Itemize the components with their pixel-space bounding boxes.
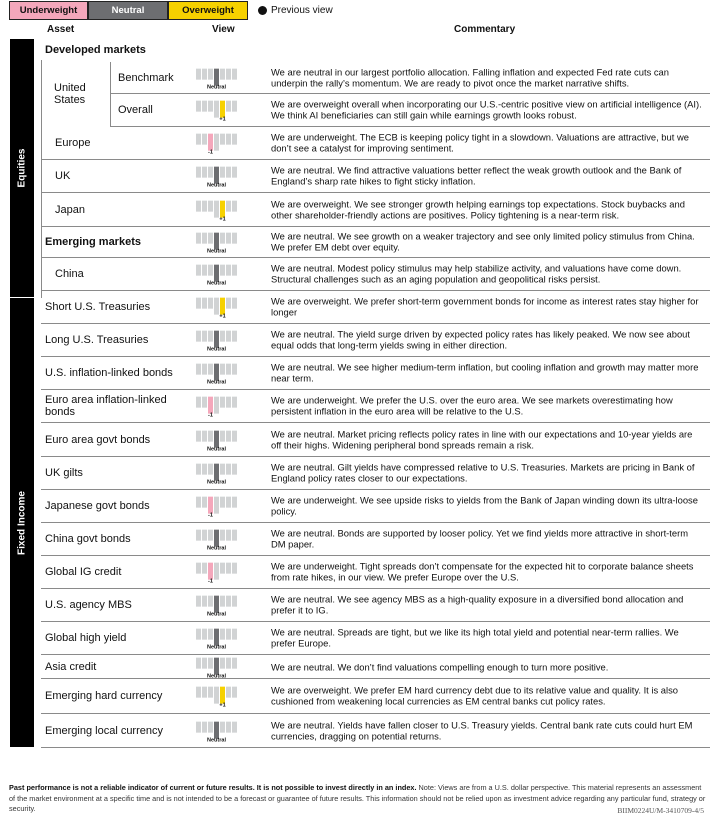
view-bar (214, 721, 219, 738)
view-bar (214, 497, 219, 514)
view-bar (208, 629, 213, 640)
us-group (41, 60, 110, 127)
view-bar (214, 657, 219, 674)
commentary-text: We are underweight. We see upside risks to yields from the Bank of Japan winding down its ultra-loose policy. (271, 494, 698, 517)
view-bar (202, 629, 207, 640)
commentary-text: We are neutral. The yield surge driven by expected policy rates has likely peaked. We now see about equal odds that long-term yields swing in either direction. (271, 328, 690, 351)
view-bar (202, 68, 207, 79)
view-bar (214, 530, 219, 547)
row-global-high-yield (41, 622, 710, 655)
view-bar (232, 200, 237, 211)
section-title: Developed markets (45, 43, 146, 56)
view-bar (220, 629, 225, 640)
view-bar (202, 233, 207, 244)
view-label: Neutral (207, 644, 226, 651)
view-bar (226, 657, 231, 668)
view-bar (220, 657, 225, 668)
view-bar (214, 265, 219, 282)
view-bar (202, 657, 207, 668)
row-short-u-s-treasuries (41, 291, 710, 324)
commentary-text: We are overweight. We see stronger growth helping earnings top expectations. Stock buybacks and other shareholder-friendly actions are positives. Policy tightening is a near-term risk. (271, 198, 685, 221)
footer-bold: Past performance is not a reliable indicator of current or future results. It is not possible to invest directly in an index. (9, 783, 417, 792)
view-bar (226, 596, 231, 607)
view-bar (196, 200, 201, 211)
asset-label: Euro area inflation-linked bonds (45, 394, 167, 418)
view-bar (214, 233, 219, 250)
legend-overweight: Overweight (168, 1, 248, 20)
row-china-govt-bonds (41, 523, 710, 556)
view-bar (220, 68, 225, 79)
view-label: Neutral (207, 182, 226, 189)
commentary-text: We are neutral. We see growth on a weaker trajectory and see only limited policy stimulus from China. We prefer EM debt over equity. (271, 230, 695, 253)
header-commentary: Commentary (454, 24, 516, 35)
view-bar (220, 464, 225, 475)
section-developed-markets (41, 39, 710, 60)
view-bar (208, 167, 213, 178)
view-bar (202, 721, 207, 732)
view-bar (214, 200, 219, 217)
view-meter (196, 596, 239, 618)
row-u-s-inflation-linked-bonds (41, 357, 710, 390)
view-bar (208, 265, 213, 276)
row-uk (41, 160, 710, 193)
view-bar (226, 687, 231, 698)
commentary-text: We are neutral. Gilt yields have compressed relative to U.S. Treasuries. Markets are pricing in Bank of England policy rates closer to our expectations. (271, 461, 695, 484)
view-bar (196, 497, 201, 508)
row-long-u-s-treasuries (41, 324, 710, 357)
view-bar (226, 563, 231, 574)
view-meter (196, 101, 239, 123)
previous-view-dot-icon (258, 6, 267, 15)
view-label: Neutral (207, 737, 226, 744)
view-bar (202, 596, 207, 607)
view-bar (208, 101, 213, 112)
view-bar (226, 331, 231, 342)
view-bar (196, 233, 201, 244)
view-bar (208, 563, 213, 580)
view-bar (196, 167, 201, 178)
view-bar (214, 687, 219, 704)
view-meter (196, 430, 239, 453)
view-bar (202, 200, 207, 211)
view-bar (208, 596, 213, 607)
view-bar (208, 298, 213, 309)
view-bar (196, 657, 201, 668)
view-bar (202, 397, 207, 408)
view-bar (232, 364, 237, 375)
view-label: Neutral (207, 545, 226, 552)
row-emerging-local-currency (41, 714, 710, 748)
view-bar (220, 298, 225, 315)
view-bar (196, 68, 201, 79)
view-bar (232, 331, 237, 342)
view-bar (226, 298, 231, 309)
asset-label: U.S. inflation-linked bonds (45, 367, 173, 379)
view-bar (232, 167, 237, 178)
view-bar (202, 563, 207, 574)
view-bar (220, 721, 225, 732)
view-bar (208, 530, 213, 541)
view-bar (208, 497, 213, 514)
commentary-text: We are neutral. We don’t find valuations compelling enough to turn more positive. (271, 660, 609, 672)
view-bar (226, 497, 231, 508)
view-bar (220, 134, 225, 145)
view-bar (226, 167, 231, 178)
view-meter (196, 397, 239, 419)
view-bar (232, 233, 237, 244)
view-bar (208, 68, 213, 79)
asset-label: U.S. agency MBS (45, 599, 132, 611)
view-bar (232, 596, 237, 607)
view-bar (196, 430, 201, 441)
view-bar (214, 331, 219, 348)
view-bar (232, 721, 237, 732)
view-meter (196, 657, 239, 680)
view-bar (196, 134, 201, 145)
view-bar (196, 530, 201, 541)
commentary-text: We are neutral. Bonds are supported by looser policy. Yet we find yields more attractive in short-term DM paper. (271, 527, 689, 550)
view-meter (196, 721, 239, 744)
view-label: Neutral (207, 346, 226, 353)
view-bar (226, 430, 231, 441)
view-meter (196, 233, 239, 255)
sidebar-equities: Equities (10, 39, 34, 298)
view-meter (196, 200, 239, 223)
row-europe (41, 127, 710, 160)
view-meter (196, 687, 239, 709)
view-bar (220, 167, 225, 178)
view-bar (220, 596, 225, 607)
view-meter (196, 629, 239, 651)
asset-label: Overall (118, 104, 153, 116)
asset-label: Japanese govt bonds (45, 500, 150, 512)
row-emerging-hard-currency (41, 679, 710, 714)
view-label: +1 (219, 216, 226, 223)
view-bar (202, 134, 207, 145)
view-bar (214, 298, 219, 315)
view-bar (196, 331, 201, 342)
view-bar (220, 265, 225, 276)
view-bar (208, 464, 213, 475)
legend-previous-label: Previous view (271, 5, 333, 16)
row-japanese-govt-bonds (41, 490, 710, 523)
view-bar (208, 657, 213, 668)
row-overall (110, 94, 710, 127)
view-bar (214, 596, 219, 613)
us-label: United States (54, 81, 86, 106)
view-bar (196, 101, 201, 112)
header-view: View (212, 24, 235, 35)
view-bar (232, 629, 237, 640)
view-bar (214, 134, 219, 151)
view-bar (214, 68, 219, 85)
view-bar (202, 430, 207, 441)
view-bar (226, 364, 231, 375)
view-bar (232, 530, 237, 541)
commentary-text: We are neutral. We find attractive valuations better reflect the weak growth outlook and the Bank of England’s sharp rate hikes to fight sticky inflation. (271, 164, 682, 187)
commentary-text: We are overweight overall when incorporating our U.S.-centric positive view on artificial intelligence (AI). We think AI beneficiaries can still gain while earnings growth looks robust. (271, 98, 702, 121)
row-emerging-markets (41, 227, 710, 258)
commentary-text: We are overweight. We prefer short-term government bonds for income as interest rates stay higher for longer (271, 295, 699, 318)
view-bar (208, 721, 213, 732)
commentary-text: We are neutral. We see higher medium-term inflation, but cooling inflation and growth may matter more near term. (271, 361, 699, 384)
view-bar (196, 298, 201, 309)
view-bar (226, 721, 231, 732)
view-meter (196, 530, 239, 552)
view-bar (232, 101, 237, 112)
view-legend (9, 1, 333, 20)
view-bar (214, 364, 219, 381)
view-bar (226, 233, 231, 244)
view-bar (232, 298, 237, 309)
view-bar (208, 430, 213, 441)
view-meter (196, 134, 239, 156)
asset-label: Long U.S. Treasuries (45, 334, 149, 346)
view-bar (226, 101, 231, 112)
view-label: -1 (208, 578, 213, 585)
view-meter (196, 563, 239, 585)
view-bar (196, 397, 201, 408)
view-bar (208, 134, 213, 151)
view-label: -1 (208, 149, 213, 156)
view-meter (196, 265, 239, 287)
view-bar (232, 497, 237, 508)
view-bar (202, 101, 207, 112)
view-label: +1 (219, 702, 226, 709)
view-meter (196, 364, 239, 386)
view-bar (196, 265, 201, 276)
row-japan (41, 193, 710, 227)
view-bar (220, 563, 225, 574)
commentary-text: We are neutral. Yields have fallen closer to U.S. Treasury yields. Central bank rate cuts could hurt EM currencies, dragging on potential returns. (271, 719, 693, 742)
view-bar (220, 331, 225, 342)
view-bar (232, 430, 237, 441)
view-bar (202, 464, 207, 475)
row-u-s-agency-mbs (41, 589, 710, 622)
view-label: -1 (208, 512, 213, 519)
view-bar (220, 101, 225, 118)
footer-disclaimer (9, 783, 709, 815)
view-bar (226, 200, 231, 211)
view-bar (220, 397, 225, 408)
view-bar (196, 364, 201, 375)
view-bar (202, 530, 207, 541)
view-bar (232, 464, 237, 475)
asset-label: Benchmark (118, 71, 174, 84)
view-meter (196, 464, 239, 486)
view-bar (220, 233, 225, 244)
view-meter (196, 497, 239, 519)
commentary-text: We are neutral. Spreads are tight, but we like its high total yield and potential near-term rallies. We prefer Europe. (271, 626, 679, 649)
view-bar (214, 101, 219, 118)
asset-label: Asia credit (45, 660, 97, 673)
view-bar (196, 596, 201, 607)
view-bar (226, 265, 231, 276)
view-bar (202, 298, 207, 309)
view-label: Neutral (207, 479, 226, 486)
view-bar (202, 265, 207, 276)
view-bar (208, 397, 213, 414)
asset-label: Japan (55, 203, 85, 216)
asset-label: Global high yield (45, 632, 127, 644)
commentary-text: We are underweight. Tight spreads don’t compensate for the expected hit to corporate balance sheets from rate hikes, in our view. We prefer Europe over the U.S. (271, 560, 694, 583)
view-label: +1 (219, 116, 226, 123)
row-uk-gilts (41, 457, 710, 490)
asset-label: Global IG credit (45, 566, 122, 578)
asset-label: Europe (55, 137, 91, 149)
view-bar (232, 397, 237, 408)
view-bar (220, 430, 225, 441)
view-label: -1 (208, 412, 213, 419)
row-china (41, 258, 710, 291)
asset-label: Short U.S. Treasuries (45, 301, 151, 313)
view-bar (202, 497, 207, 508)
commentary-text: We are neutral. We see agency MBS as a high-quality exposure in a diversified bond allocation and prefer it to IG. (271, 593, 684, 616)
view-bar (232, 68, 237, 79)
view-bar (232, 265, 237, 276)
view-bar (202, 364, 207, 375)
view-label: Neutral (207, 446, 226, 453)
legend-neutral: Neutral (88, 1, 168, 20)
commentary-text: We are underweight. We prefer the U.S. over the euro area. We see markets overestimating how persistent inflation in the euro area will be relative to the U.S. (271, 394, 673, 417)
view-bar (220, 497, 225, 508)
view-bar (196, 721, 201, 732)
view-bar (226, 530, 231, 541)
view-bar (232, 563, 237, 574)
view-meter (196, 331, 239, 353)
sidebar-fixed-income: Fixed Income (10, 298, 34, 748)
view-bar (208, 200, 213, 211)
view-bar (202, 687, 207, 698)
view-bar (214, 167, 219, 184)
view-bar (202, 331, 207, 342)
commentary-text: We are neutral. Market pricing reflects policy rates in line with our expectations and 10-year yields are off their highs. Widening peripheral bond spreads remain a risk. (271, 428, 693, 451)
view-bar (226, 397, 231, 408)
asset-label: UK gilts (45, 467, 83, 479)
footer-id: BIIM0224U/M-3410709-4/5 (617, 806, 704, 815)
view-bar (196, 464, 201, 475)
view-bar (196, 629, 201, 640)
view-meter (196, 68, 239, 91)
view-bar (214, 397, 219, 414)
view-label: Neutral (207, 248, 226, 255)
asset-label: Emerging hard currency (45, 690, 163, 702)
view-bar (196, 563, 201, 574)
commentary-text: We are underweight. The ECB is keeping policy tight in a slowdown. Valuations are attractive, but we don’t see a catalyst for improving sentiment. (271, 131, 689, 154)
row-asia-credit (41, 655, 710, 679)
row-benchmark (110, 62, 710, 94)
view-bar (226, 68, 231, 79)
view-label: +1 (219, 313, 226, 320)
view-bar (220, 530, 225, 541)
legend-previous-view (258, 5, 333, 16)
view-bar (214, 629, 219, 646)
view-bar (226, 134, 231, 145)
asset-label: China govt bonds (45, 533, 131, 545)
view-bar (202, 167, 207, 178)
view-bar (196, 687, 201, 698)
view-bar (214, 464, 219, 481)
header-asset: Asset (47, 24, 75, 35)
row-euro-area-govt-bonds (41, 423, 710, 457)
asset-label: Emerging local currency (45, 724, 163, 737)
view-label: Neutral (207, 84, 226, 91)
view-bar (208, 331, 213, 342)
view-bar (220, 687, 225, 704)
view-bar (208, 233, 213, 244)
asset-label: Emerging markets (45, 236, 141, 248)
view-label: Neutral (207, 673, 226, 680)
view-bar (208, 687, 213, 698)
row-global-ig-credit (41, 556, 710, 589)
legend-underweight: Underweight (9, 1, 88, 20)
view-meter (196, 298, 239, 320)
view-bar (220, 364, 225, 375)
view-bar (214, 563, 219, 580)
view-bar (232, 687, 237, 698)
asset-label: Euro area govt bonds (45, 433, 151, 446)
commentary-text: We are overweight. We prefer EM hard currency debt due to its relative value and quality. It is also cushioned from weakening local currencies as EM central banks cut policy rates. (271, 684, 678, 707)
view-bar (208, 364, 213, 375)
view-bar (232, 657, 237, 668)
asset-label: UK (55, 170, 71, 182)
commentary-text: We are neutral in our largest portfolio allocation. Falling inflation and expected Fed rate cuts can underpin the rally’s momentum. We are ready to pivot once the market narrative shifts. (271, 66, 669, 89)
view-label: Neutral (207, 280, 226, 287)
view-bar (220, 200, 225, 217)
view-bar (226, 629, 231, 640)
view-bar (214, 430, 219, 447)
view-label: Neutral (207, 611, 226, 618)
view-bar (226, 464, 231, 475)
commentary-text: We are neutral. Modest policy stimulus may help stabilize activity, and valuations have come down. Structural challenges such as an aging population and geopolitical risks persist. (271, 262, 682, 285)
asset-label: China (55, 268, 84, 280)
view-bar (232, 134, 237, 145)
view-label: Neutral (207, 379, 226, 386)
footer-text: Note: Views are from a U.S. dollar perspective. This material represents an assessment of the market environment at a specific time and is not intended to be a forecast or guarantee of future results. This information should not be relied upon as investment advice regarding any particular fund, strategy or security. (9, 783, 706, 813)
view-meter (196, 167, 239, 189)
row-euro-area-inflation-linked-bonds (41, 390, 710, 423)
